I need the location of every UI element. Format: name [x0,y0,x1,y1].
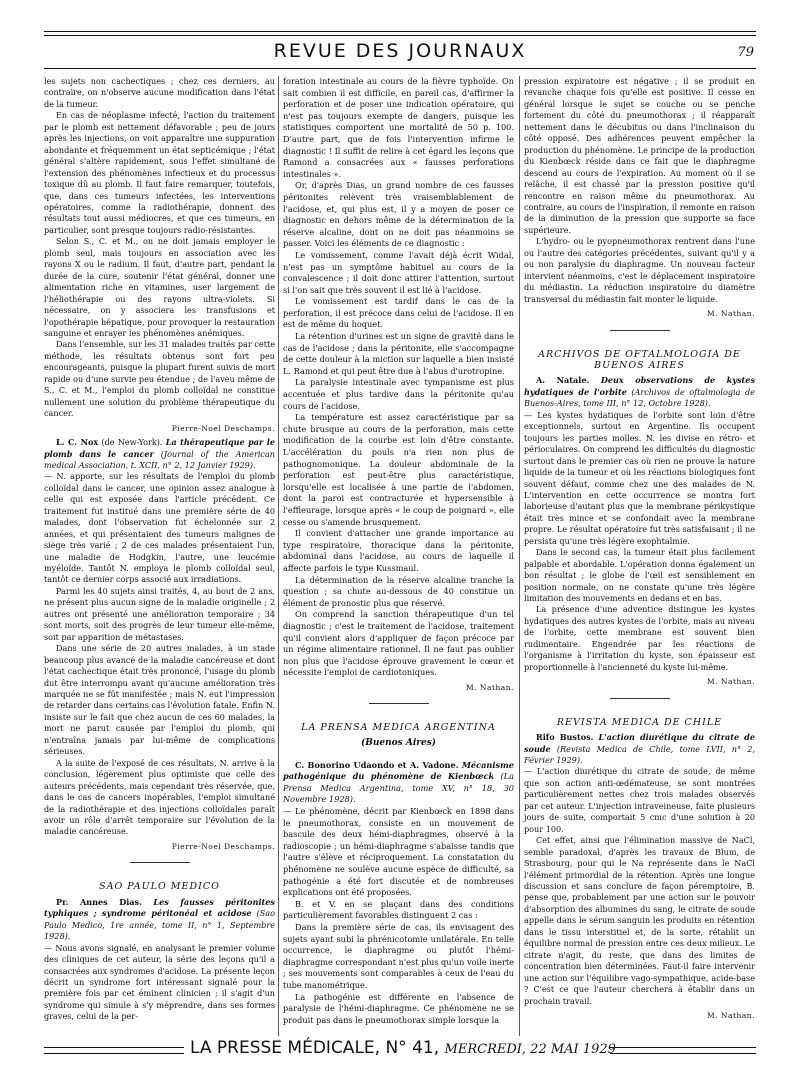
paragraph: Le vomissement, comme l'avait déjà écrit Widal, n'est pas un symptôme habituel au cours de la convalescence ; il doit donc attirer l'attention, surtout si l'on sait que très souvent il est lié à l'acidose. [283,249,514,295]
section-separator [369,703,429,704]
paragraph: A la suite de l'exposé de ces résultats, N. arrive à la conclusion, légèrement plus optimiste que celle des auteurs précédents, mais cependant très réservée, que, dans le cas de cancers inopérables, l'emploi simultané de la radiothérapie et des injections colloïdales paraît avoir un rôle d'arrêt temporaire sur l'évolution de la maladie cancéreuse. [44,757,275,837]
article-title: L'action diurétique du citrate de soude [524,732,755,754]
footer-rule [610,1047,756,1054]
paragraph: — L'action diurétique du citrate de soude, de même que son action anti-œdémateuse, se sont montrées particulièrement nettes chez trois malades observés par cet auteur. L'injection intraveineuse, faite plusieurs jours de suite, comportait 5 cmc d'une solution à 20 pour 100. [524,766,755,834]
article-title: Deux observations de kystes hydatiques de l'orbite [524,375,755,397]
paragraph: pression expiratoire est négative ; il se produit en revanche chaque fois qu'elle est positive. Il cesse en général lorsque le sujet se couche ou se penche fortement du côté du pneumothorax ; il réapparaît nettement dans le décubitus ou dans l'inclinaison du côté opposé. Des adhérences peuvent empêcher la production du phénomène. Le principe de la production du Kienbœck réside dans ce fait que le diaphragme descend au cours de l'expiration. Au moment où il se relâche, il est chassé par la pression positive qu'il rencontre en raison même du pneumothorax. Au contraire, au cours de l'inspiration, il remonte en raison de la diminution de la pression que supporte sa face supérieure. [524,76,755,235]
paragraph: La paralysie intestinale avec tympanisme est plus accentuée et plus tardive dans la péritonite qu'au cours de l'acidose. [283,377,514,411]
paragraph: — Les kystes hydatiques de l'orbite sont loin d'être exceptionnels, surtout en Argentine. Ils occupent toujours les parties molles. N. les divise en rétro- et périoculaires. On comprend les difficultés du diagnostic surtout dans le premier cas où rien ne prouve la nature liquide de la tumeur et où les réactions biologiques font souvent défaut, comme chez une des malades de N. L'intervention en cette occurrence se montra fort laborieuse d'autant plus que la membrane périkystique était très mince et se confondait avec la membrane propre. Le résultat opératoire fut très satisfaisant ; il ne persista qu'une très légère exophtalmie. [524,409,755,546]
signature: Pierre-Noel Deschamps. [171,841,275,851]
article-author: Rifo Bustos. [536,732,594,743]
top-double-rule [44,31,756,36]
column-divider [519,76,520,1036]
header-rule [44,68,756,69]
paragraph: Cet effet, ainsi que l'élimination massive de NaCl, semble paradoxal, d'après les travaux de Blum, de Strasbourg, pour qui le Na représente dans le NaCl l'élément primordial de la rétention. Après une longue discussion et sans conclure de façon péremptoire, B. pense que, probablement par une action sur le pouvoir d'absorption des albumines du sang, le citrate de soude appelle dans le sérum sanguin les produits en rétention dans le tissu interstitiel et, de la sorte, rétablit un équilibre normal de pression entre ces deux milieux. Le citrate n'agit, du reste, que dans des limites de concentration bien déterminées. Faut-il faire intervenir une action sur l'équilibre vago-sympathique, acide-base ? C'est ce que l'auteur cherchera à établir dans un prochain travail. [524,835,755,1006]
paragraph: Parmi les 40 sujets ainsi traités, 4, au bout de 2 ans, ne présent plus aucun signe de la maladie originelle ; 2 autres ont présenté une amélioration temporaire ; 34 sont morts, soit des progrès de leur tumeur elle-même, soit par apparition de métastases. [44,585,275,642]
footer-date: MERCREDI, 22 MAI 1929 [444,1042,616,1057]
article-author: A. Natale. [536,375,590,386]
signature: M. Nathan. [706,677,755,687]
signature: M. Nathan. [706,1010,755,1020]
paragraph: La présence d'une adventice distingue les kystes hydatiques des autres kystes de l'orbite, mais au niveau de l'orbite, cette membrane est souvent bien rudimentaire. Engendrée par les réactions de l'organisme à l'irritation du kyste, son épaisseur est proportionnelle à l'ancienneté du kyste lui-même. [524,604,755,672]
author-place: (de New-York). [98,437,166,448]
paragraph: — N. apporte, sur les résultats de l'emploi du plomb colloïdal dans le cancer, une opinion assez analogue à celle qui est exposée dans l'article précédent. Ce traitement fut institué dans une première série de 40 malades, dont l'observation fut échelonnée sur 2 années, et qui présentaient des tumeurs malignes de siège très varié ; 2 de ces malades présentaient l'un, une maladie de Hodgkin, l'autre, une leucémie myéloïde. Tantôt N. employa le plomb colloïdal seul, tantôt ce dernier corps associé aux irradiations. [44,471,275,585]
column-2 [283,76,514,1026]
page-number: 79 [737,45,754,60]
paragraph: L'hydro- ou le pyopneumothorax rentrent dans l'une ou l'autre des catégories précédentes, suivant qu'il y a ou non paralysie du diaphragme. Un nouveau facteur intervient néanmoins, c'est le déplacement inspiratoire du médiastin. La réduction inspiratoire du diamètre transversal du médiastin fait monter le liquide. [524,236,755,304]
footer-journal: LA PRESSE MÉDICALE, N° 41, [190,1038,440,1058]
signature: M. Nathan. [706,309,755,319]
paragraph: La température est assez caractéristique par sa chute brusque au cours de la perforation, mais cette modification de la courbe est loin d'être constante. L'accélération du pouls n'a rien non plus de pathognomonique. La douleur abdominale de la perforation est peut-être plus caractéristique, lorsqu'elle est localisée à une partie de l'abdomen, dont la paroi est contracturée et hypersensible à l'effleurage, lorsque après « le coup de poignard », elle cesse ou s'amende brusquement. [283,412,514,527]
article-lead [524,732,755,766]
section-heading: LA PRENSA MEDICA ARGENTINA [301,722,496,734]
article-reference: (Revista Medica de Chile, tome LVII, n° 2, Février 1929). [524,743,755,766]
column-divider [278,76,279,1036]
paragraph: Dans la première série de cas, ils envisagent des sujets ayant subi la phrénicotomie unilatérale. En telle occurrence, le diaphragme ou plutôt l'hémi-diaphragme correspondant n'est plus qu'un voile inerte ; ses mouvements sont comparables à ceux de l'eau du tube manométrique. [283,921,514,990]
article-lead [283,760,514,806]
article-title: Les fausses péritonites typhiques ; syndrome péritonéal et acidose [44,896,275,919]
paragraph: Dans une série de 20 autres malades, à un stade beaucoup plus avancé de la maladie cancéreuse et dont l'état cachectique était très prononcé, l'usage du plomb dut être interrompu avant qu'aucune amélioration très marquée ne se fût manifestée ; mais N. eut l'impression de retarder dans certains cas l'évolution fatale. Enfin N. insiste sur le fait que chez aucun de ces 60 malades, la mort ne parut causée par l'emploi du plomb, qui n'entraîna jamais par lui-même de complications sérieuses. [44,643,275,757]
section-separator [610,698,670,699]
article-reference: (Archivos de oftalmologia de Buenos-Aires, tome III, n° 12, Octobre 1928). [524,386,755,409]
paragraph: En cas de néoplasme infecté, l'action du traitement par le plomb est nettement défavorable ; peu de jours après les injections, on voit apparaître une suppuration abondante et fréquemment un état septicémique ; l'état général s'altère rapidement, sous l'effet simultané de l'extension des phénomènes infectieux et du processus toxique dû au plomb. Il faut faire remarquer, toutefois, que, dans ces tumeurs infectées, les interventions opératoires, comme la radiothérapie, donnent des résultats tout aussi médiocres, et que ces tumeurs, en particulier, sont presque toujours radio-résistantes. [44,110,275,235]
article-author: L. C. Nox [56,437,99,448]
article-author: C. Bonorino Udaondo et A. Vadone. [295,759,459,770]
paragraph: La détermination de la réserve alcaline tranche la question ; sa chute au-dessous de 40 constitue un élément de pronostic plus que réservé. [283,574,514,608]
footer-rule [44,1047,184,1054]
running-header: REVUE DES JOURNAUX [273,40,527,62]
article-lead [44,897,275,943]
article-title: La thérapeutique par le plomb dans le cancer [44,437,275,459]
paragraph: foration intestinale au cours de la fièvre typhoïde. On sait combien il est difficile, en pareil cas, d'affirmer la perforation et de poser une indication opératoire, qui n'est pas toujours exempte de dangers, puisque les statistiques comportent une mortalité de 50 p. 100. D'autre part, que de fois l'intervention infirme le diagnostic ! Il suffit de relire à cet égard les leçons que Ramond a consacrées aux « fausses perforations intestinales ». [283,76,514,179]
paragraph: — Le phénomène, décrit par Kienbœck en 1898 dans le pneumothorax, consiste en un mouvement de bascule des deux hémi-diaphragmes, observé à la radioscopie ; un hémi-diaphragme s'abaisse tandis que l'autre s'élève et réciproquement. La constatation du phénomène ne soulève aucune espèce de difficulté, sa pathogénie a été fort discutée et de nombreuses explications ont été proposées. [283,806,514,898]
paragraph: Dans l'ensemble, sur les 31 malades traités par cette méthode, les résultats obtenus sont fort peu encourageants, puisque la plupart furent suivis de mort rapide ou d'une survie peu étendue ; de l'aveu même de S., C. et M., l'emploi du plomb colloïdal ne constitue nullement une solution du problème thérapeutique du cancer. [44,339,275,419]
footer [190,1038,616,1058]
section-heading: SAO PAULO MEDICO [99,881,220,893]
section-subheading: (Buenos Aires) [360,738,437,749]
paragraph: Selon S., C. et M., on ne doit jamais employer le plomb seul, mais toujours en association avec les rayons X ou le radium. Il faut, d'autre part, pendant la durée de la cure, soutenir l'état général, donner une alimentation riche en vitamines, user largement de l'héliothérapie ou des rayons ultra-violets. Si nécessaire, on y associera les transfusions et l'opothérapie hépatique, pour provoquer la restauration sanguine et enrayer les phénomènes anémiques. [44,236,275,338]
article-reference: (Sao Paulo Medico, 1re année, tome II, n° 1, Septembre 1928). [44,908,275,942]
paragraph: La rétention d'urines est un signe de gravité dans le cas de l'acidose ; dans la péritonite, elle s'accompagne de cette douleur à la miction sur laquelle a bien insisté L. Ramond et qui peut être due à l'abus d'urotropine. [283,331,514,376]
article-author: Pr. Annes Dias. [56,896,142,907]
paragraph: Dans le second cas, la tumeur était plus facilement palpable et abordable. L'opération donna également un bon résultat ; le globe de l'œil est sensiblement en position normale, on ne constate qu'une très légère limitation des mouvements en dedans et en bas. [524,547,755,604]
signature: M. Nathan. [465,682,514,692]
article-title: Mécanisme pathogénique du phénomène de Kienbœck [283,759,514,782]
paragraph: Il convient d'attacher une grande importance au type respiratoire, thoracique dans la péritonite, abdominal dans l'acidose, au cours de laquelle il affecte parfois le type Kussmaul. [283,528,514,573]
section-separator [610,330,670,331]
column-3 [524,76,755,1024]
article-lead [524,375,755,409]
paragraph: Or, d'après Dias, un grand nombre de ces fausses péritonites relèvent très vraisemblablement de l'acidose, et, qui plus est, il y a moyen de poser ce diagnostic en dehors même de la détermination de la réserve alcaline, dont on ne doit pas néanmoins se passer. Voici les éléments de ce diagnostic : [283,180,514,249]
paragraph: Le vomissement est tardif dans le cas de la perforation, il est précoce dans celui de l'acidose. Il en est de même du hoquet. [283,296,514,330]
section-heading: REVISTA MEDICA DE CHILE [556,716,723,728]
signature: Pierre-Noel Deschamps. [171,423,275,433]
section-separator [130,862,190,863]
column-1 [44,76,275,1023]
paragraph: — Nous avons signalé, en analysant le premier volume des cliniques de cet auteur, la série des leçons qu'il a consacrées aux syndromes d'acidose. La présente leçon décrit un syndrome fort intéressant signalé pour la première fois par cet éminent clinicien ; il s'agit d'un syndrome qui simule à s'y méprendre, dans ses formes graves, celui de la per- [44,942,275,1022]
paragraph: les sujets non cachectiques ; chez ces derniers, au contraire, on n'observe aucune modification dans l'état de la tumeur. [44,76,275,109]
article-reference: (Journal of the American medical Association, t. XCII, n° 2, 12 Janvier 1929). [44,448,275,470]
paragraph: On comprend la sanction thérapeutique d'un tel diagnostic ; c'est le traitement de l'acidose, traitement qu'il convient alors d'appliquer de façon précoce par un régime alimentaire rationnel. Il ne faut pas oublier non plus que l'acidose éprouve gravement le cœur et nécessite l'emploi de cardiotoniques. [283,609,514,678]
article-reference: (La Prensa Medica Argentina, tome XV, n° 18, 30 Novembre 1928). [283,771,514,805]
paragraph: La pathogénie est différente en l'absence de paralysie de l'hémi-diaphragme. Ce phénomène ne se produit pas dans le pneumothorax simple lorsque la [283,991,514,1025]
section-heading: ARCHIVOS DE OFTALMOLOGIA DE BUENOS AIRES [538,348,741,371]
paragraph: B. et V. en se plaçant dans des conditions particulièrement favorables distinguent 2 cas : [283,898,514,921]
article-lead [44,437,275,471]
